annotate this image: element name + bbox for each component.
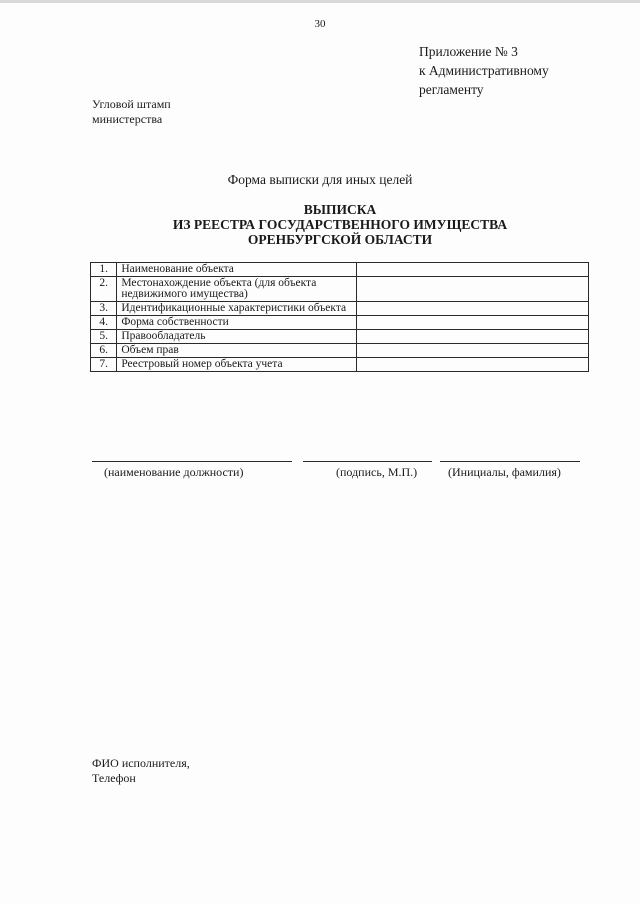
- row-number: 5.: [91, 330, 117, 344]
- executor-line-1: ФИО исполнителя,: [92, 756, 190, 770]
- row-number: 7.: [91, 358, 117, 372]
- row-field-name: Местонахождение объекта (для объекта недвижимого имущества): [117, 277, 357, 302]
- row-number: 3.: [91, 302, 117, 316]
- initials-label: (Инициалы, фамилия): [448, 465, 561, 479]
- table-row: [91, 358, 589, 372]
- row-field-name: Идентификационные характеристики объекта: [117, 302, 357, 316]
- row-field-name: Объем прав: [117, 344, 357, 358]
- form-title: Форма выписки для иных целей: [227, 172, 413, 187]
- row-field-name: Форма собственности: [117, 316, 357, 330]
- registry-table: [90, 262, 589, 372]
- document-heading: [0, 202, 640, 247]
- row-number: 4.: [91, 316, 117, 330]
- position-label: (наименование должности): [104, 465, 244, 479]
- heading-line-1: ВЫПИСКА: [303, 202, 377, 217]
- stamp-line-2: министерства: [92, 112, 163, 126]
- table-row: [91, 316, 589, 330]
- row-field-value: [357, 330, 589, 344]
- appendix-line-3: регламенту: [419, 82, 484, 97]
- row-field-name: Правообладатель: [117, 330, 357, 344]
- page-number: 30: [314, 18, 326, 30]
- row-number: 2.: [91, 277, 117, 302]
- scan-edge: [0, 0, 640, 3]
- row-field-value: [357, 316, 589, 330]
- row-field-name: Наименование объекта: [117, 263, 357, 277]
- table-row: [91, 330, 589, 344]
- heading-line-3: ОРЕНБУРГСКОЙ ОБЛАСТИ: [247, 232, 433, 247]
- signature-label: (подпись, М.П.): [336, 465, 418, 479]
- position-signature-line: [92, 461, 292, 462]
- row-field-value: [357, 344, 589, 358]
- executor-line-2: Телефон: [92, 771, 136, 785]
- table-row: [91, 277, 589, 302]
- corner-stamp-placeholder: [92, 97, 171, 127]
- table-row: [91, 302, 589, 316]
- row-field-name: Реестровый номер объекта учета: [117, 358, 357, 372]
- row-number: 6.: [91, 344, 117, 358]
- row-field-value: [357, 358, 589, 372]
- table-row: [91, 344, 589, 358]
- signature-line: [303, 461, 432, 462]
- table-row: [91, 263, 589, 277]
- stamp-line-1: Угловой штамп: [92, 97, 171, 111]
- row-field-value: [357, 302, 589, 316]
- appendix-line-2: к Административному: [419, 63, 549, 78]
- appendix-line-1: Приложение № 3: [419, 44, 518, 59]
- heading-line-2: ИЗ РЕЕСТРА ГОСУДАРСТВЕННОГО ИМУЩЕСТВА: [172, 217, 508, 232]
- row-number: 1.: [91, 263, 117, 277]
- executor-info: [92, 756, 190, 786]
- row-field-value: [357, 277, 589, 302]
- initials-signature-line: [440, 461, 580, 462]
- row-field-value: [357, 263, 589, 277]
- appendix-note: [419, 42, 549, 99]
